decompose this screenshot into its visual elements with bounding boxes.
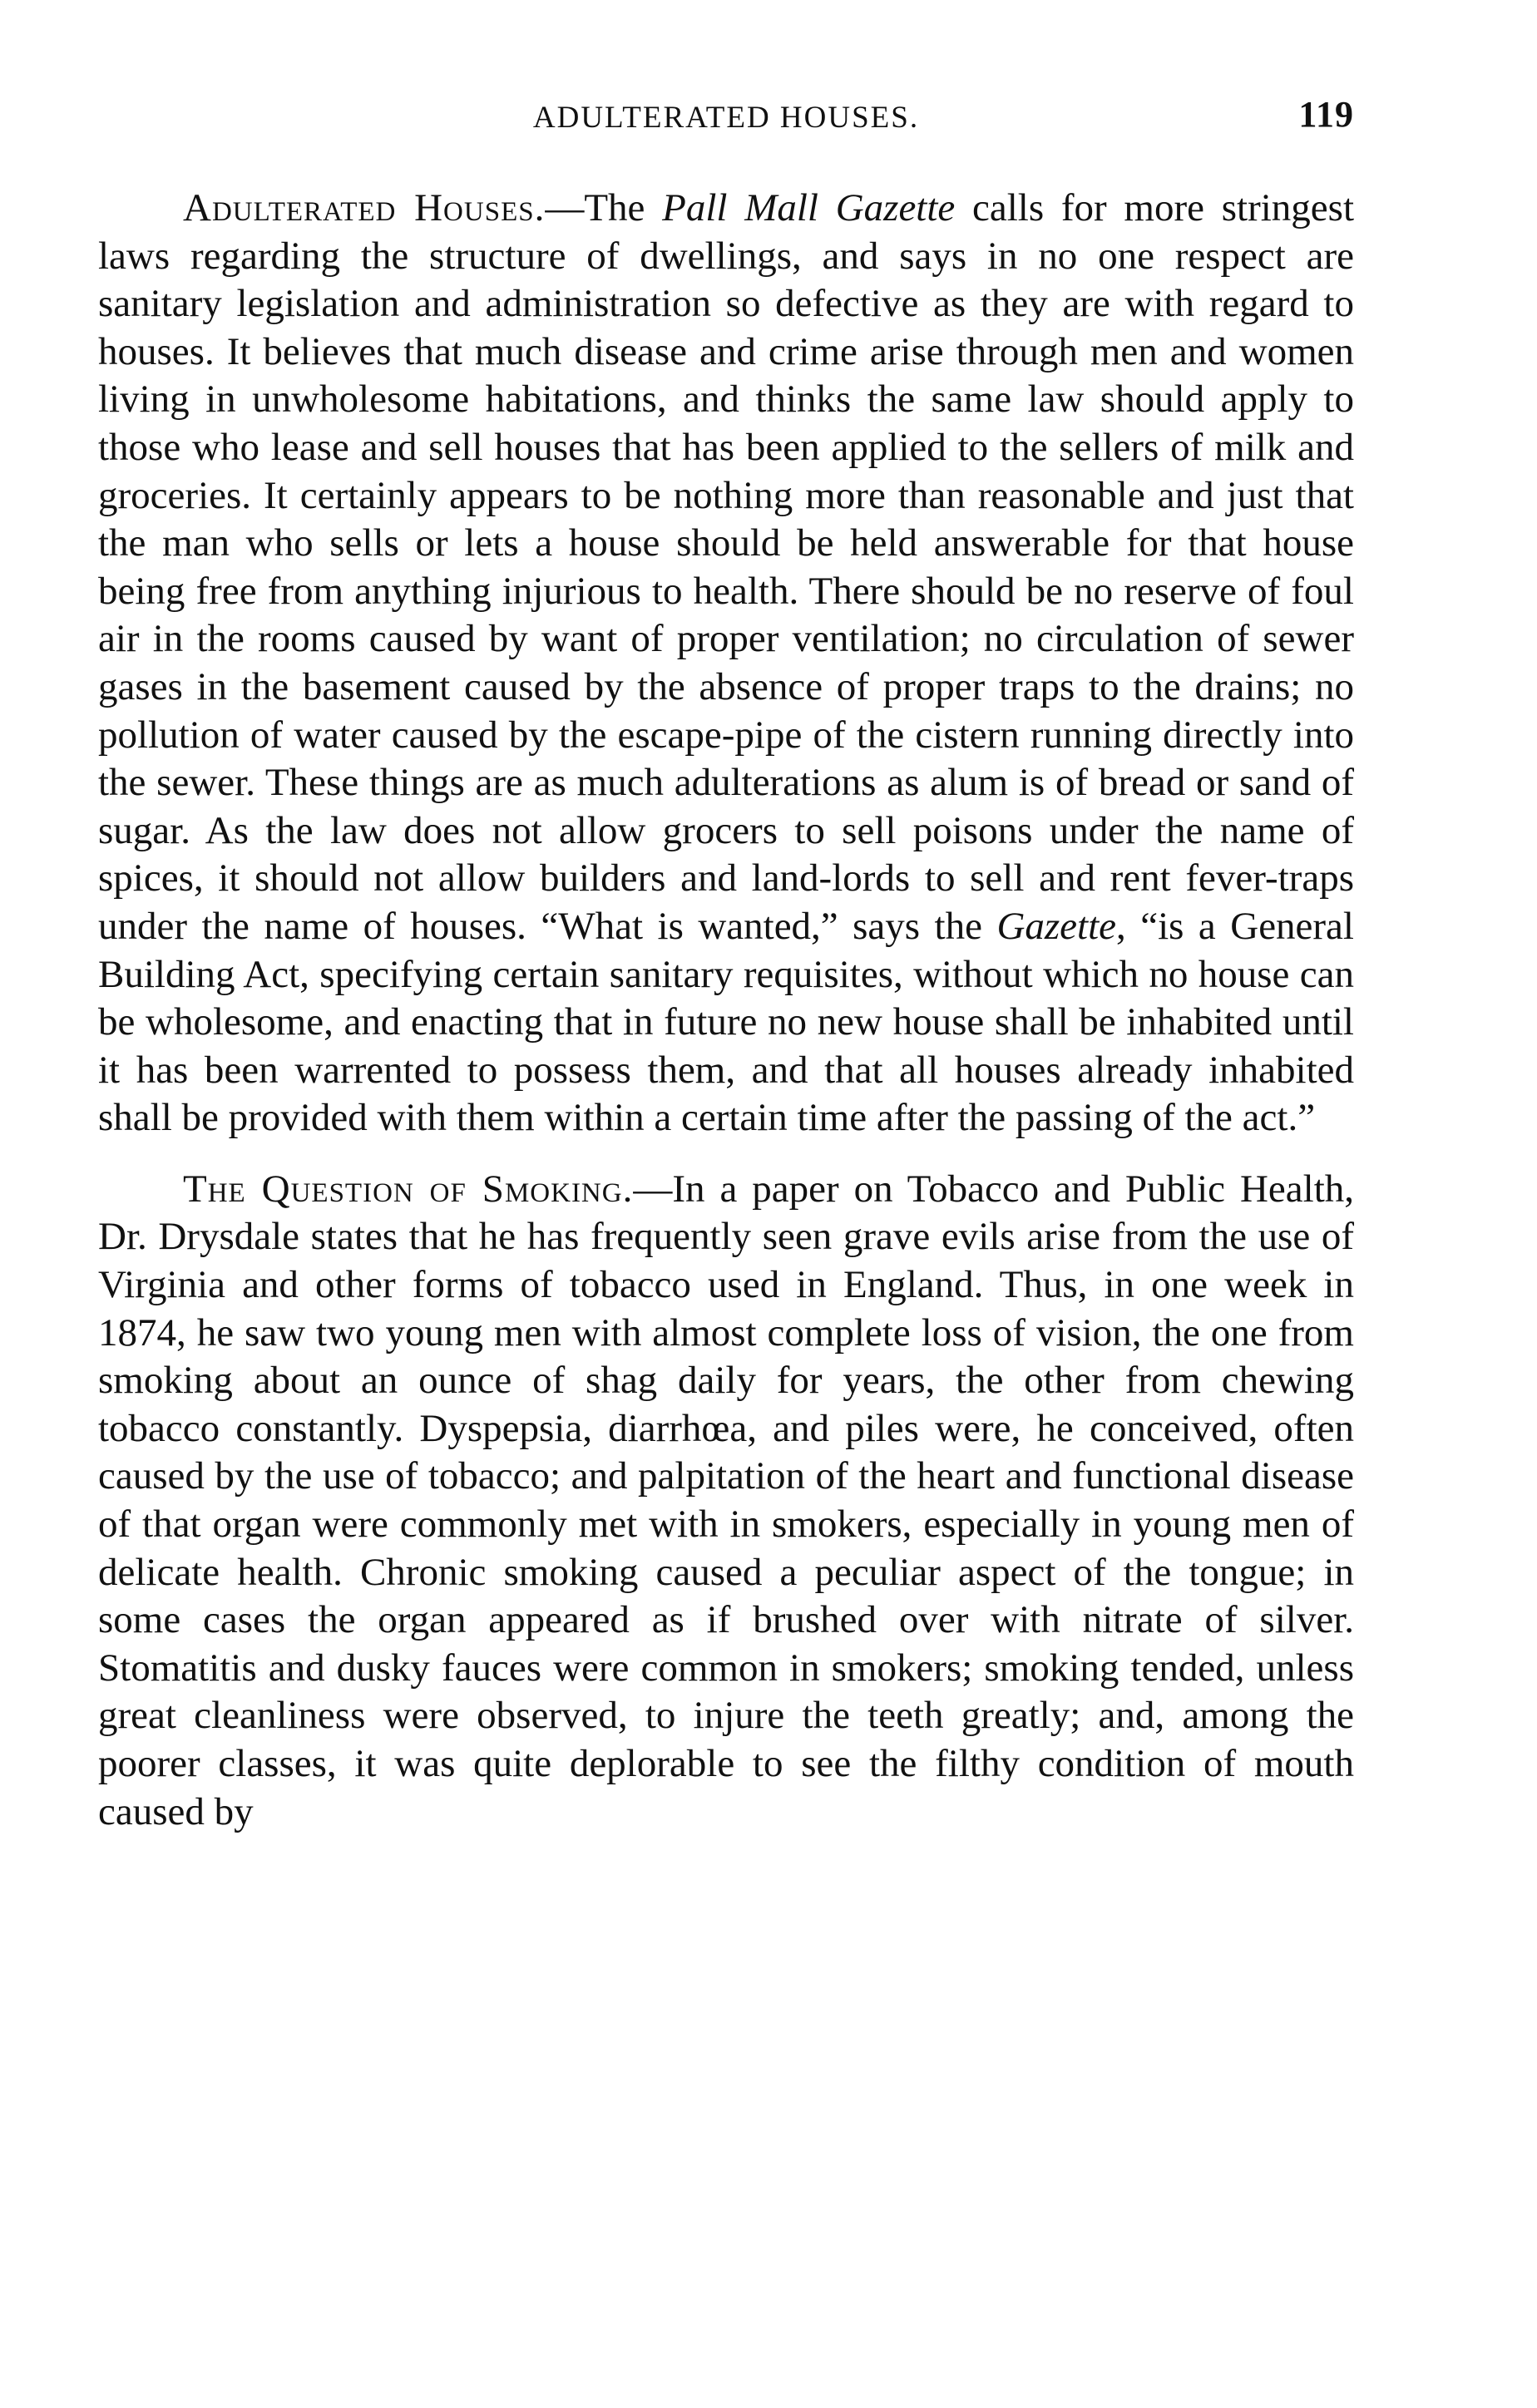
article-text-segment: , “is a General Building Act, specifying certain sanitary requisites, without which no house can be wholesome, and enacting that in future no new house shall be inhabited until it has been warrented to possess them, and that all houses already inhabited shall be provided with them within a certain time after the passing of the act.” xyxy=(98,904,1354,1140)
article-heading: Adulterated Houses. xyxy=(183,186,546,229)
article-question-of-smoking xyxy=(98,1166,1354,1836)
article-text-segment: —In a paper on Tobacco and Public Health, Dr. Drysdale states that he has frequently seen grave evils arise from the use of Virginia and other forms of tobacco used in England. Thus, in one week in 1874, he saw two young men with almost complete loss of vision, the one from smoking about an ounce of shag daily for years, the other from chewing tobacco constantly. Dyspepsia, diarrhœa, and piles were, he conceived, often caused by the use of tobacco; and palpitation of the heart and functional disease of that organ were commonly met with in smokers, especially in young men of delicate health. Chronic smoking caused a peculiar aspect of the tongue; in some cases the organ appeared as if brushed over with nitrate of silver. Stomatitis and dusky fauces were common in smokers; smoking tended, unless great cleanliness were observed, to injure the teeth greatly; and, among the poorer classes, it was quite deplorable to see the filthy condition of mouth caused by xyxy=(98,1167,1354,1833)
body-text xyxy=(98,185,1354,1836)
article-adulterated-houses xyxy=(98,185,1354,1142)
article-text-segment: calls for more stringest laws regarding the structure of dwellings, and says in no one respect are sanitary legislation and administration so defective as they are with regard to houses. It believes that much disease and crime arise through men and women living in unwholesome habitations, and thinks the same law should apply to those who lease and sell houses that has been applied to the sellers of milk and groceries. It certainly appears to be nothing more than reasonable and just that the man who sells or lets a house should be held answerable for that house being free from anything injurious to health. There should be no reserve of foul air in the rooms caused by want of proper ventilation; no circulation of sewer gases in the basement caused by the absence of proper traps to the drains; no pollution of water caused by the escape-pipe of the cistern running directly into the sewer. These things are as much adulterations as alum is of bread or sand of sugar. As the law does not allow grocers to sell poisons under the name of spices, it should not allow builders and land-lords to sell and rent fever-traps under the name of houses. “What is wanted,” says the xyxy=(98,186,1354,948)
publication-name: Pall Mall Gazette xyxy=(662,186,956,229)
running-title: ADULTERATED HOUSES. xyxy=(532,101,920,135)
article-heading: The Question of Smoking. xyxy=(183,1167,634,1211)
running-head xyxy=(98,93,1354,143)
page-number: 119 xyxy=(1298,94,1354,135)
publication-name: Gazette xyxy=(996,904,1117,948)
article-text-segment: —The xyxy=(545,186,663,229)
